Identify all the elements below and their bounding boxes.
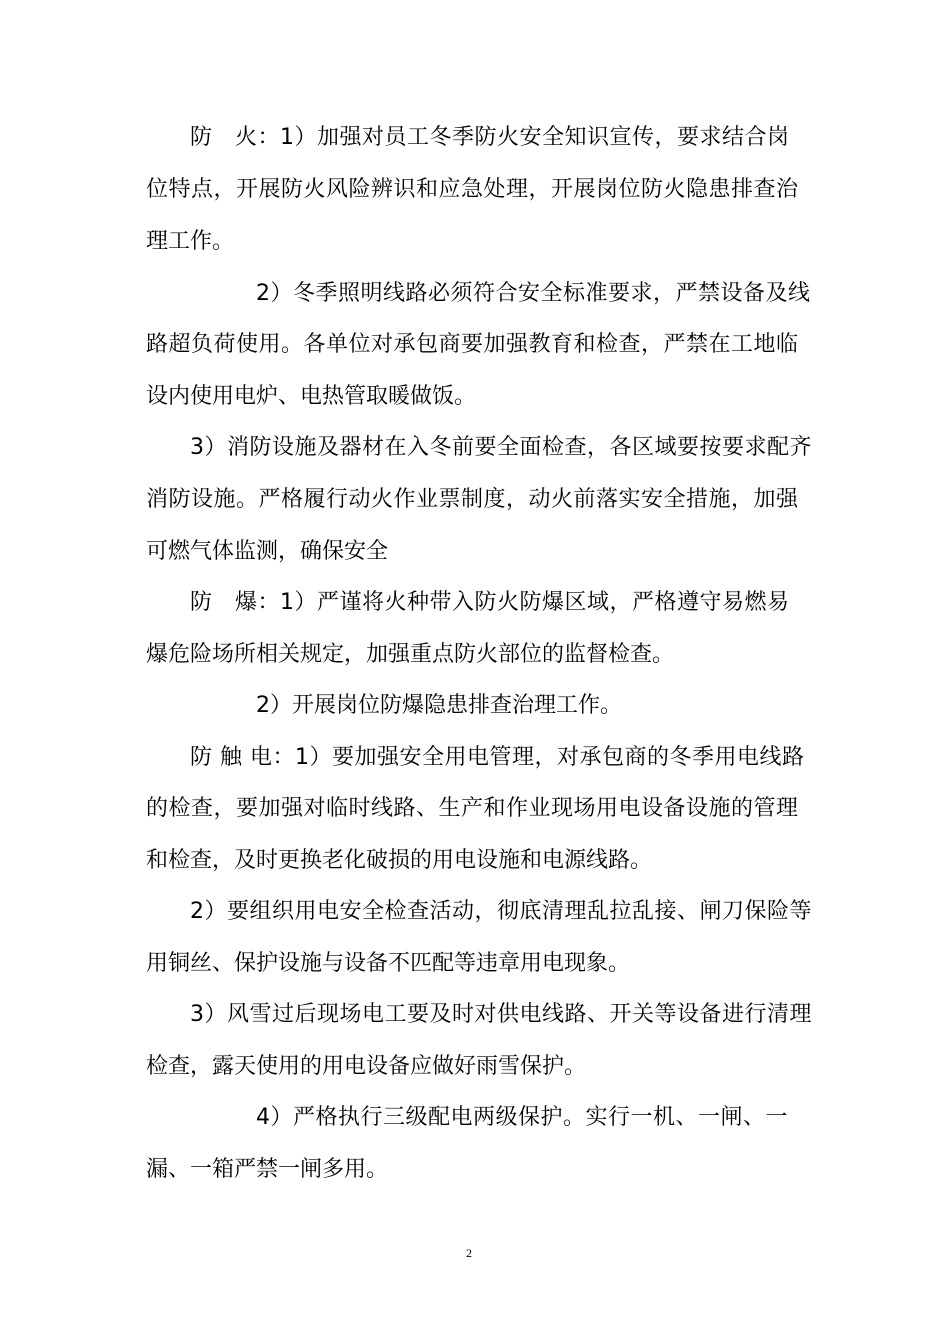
page-number: 2	[466, 1246, 472, 1260]
text-line: 2）冬季照明线路必须符合安全标准要求，严禁设备及线	[256, 281, 811, 306]
text-line: 4）严格执行三级配电两级保护。实行一机、一闸、一	[256, 1105, 788, 1130]
text-line: 3）风雪过后现场电工要及时对供电线路、开关等设备进行清理	[190, 1002, 812, 1027]
text-line: 用铜丝、保护设施与设备不匹配等违章用电现象。	[146, 951, 631, 976]
text-line: 路超负荷使用。各单位对承包商要加强教育和检查，严禁在工地临	[146, 332, 799, 357]
text-line: 防 触 电：1）要加强安全用电管理，对承包商的冬季用电线路	[190, 745, 805, 770]
text-line: 检查，露天使用的用电设备应做好雨雪保护。	[146, 1054, 587, 1079]
text-line: 爆危险场所相关规定，加强重点防火部位的监督检查。	[146, 642, 675, 667]
text-line: 2）要组织用电安全检查活动，彻底清理乱拉乱接、闸刀保险等	[190, 899, 812, 924]
text-line: 漏、一箱严禁一闸多用。	[146, 1157, 389, 1182]
text-line: 设内使用电炉、电热管取暖做饭。	[146, 384, 477, 409]
text-line: 防 火：1）加强对员工冬季防火安全知识宣传，要求结合岗	[190, 125, 790, 150]
text-line: 2）开展岗位防爆隐患排查治理工作。	[256, 693, 622, 718]
text-line: 和检查，及时更换老化破损的用电设施和电源线路。	[146, 848, 653, 873]
text-line: 位特点，开展防火风险辨识和应急处理，开展岗位防火隐患排查治	[146, 177, 799, 202]
text-line: 防 爆：1）严谨将火种带入防火防爆区域，严格遵守易燃易	[190, 590, 790, 615]
text-line: 消防设施。严格履行动火作业票制度，动火前落实安全措施，加强	[146, 487, 799, 512]
text-line: 可燃气体监测，确保安全	[146, 539, 389, 564]
text-line: 3）消防设施及器材在入冬前要全面检查，各区域要按要求配齐	[190, 435, 812, 460]
text-line: 的检查，要加强对临时线路、生产和作业现场用电设备设施的管理	[146, 796, 799, 821]
text-line: 理工作。	[146, 229, 235, 254]
